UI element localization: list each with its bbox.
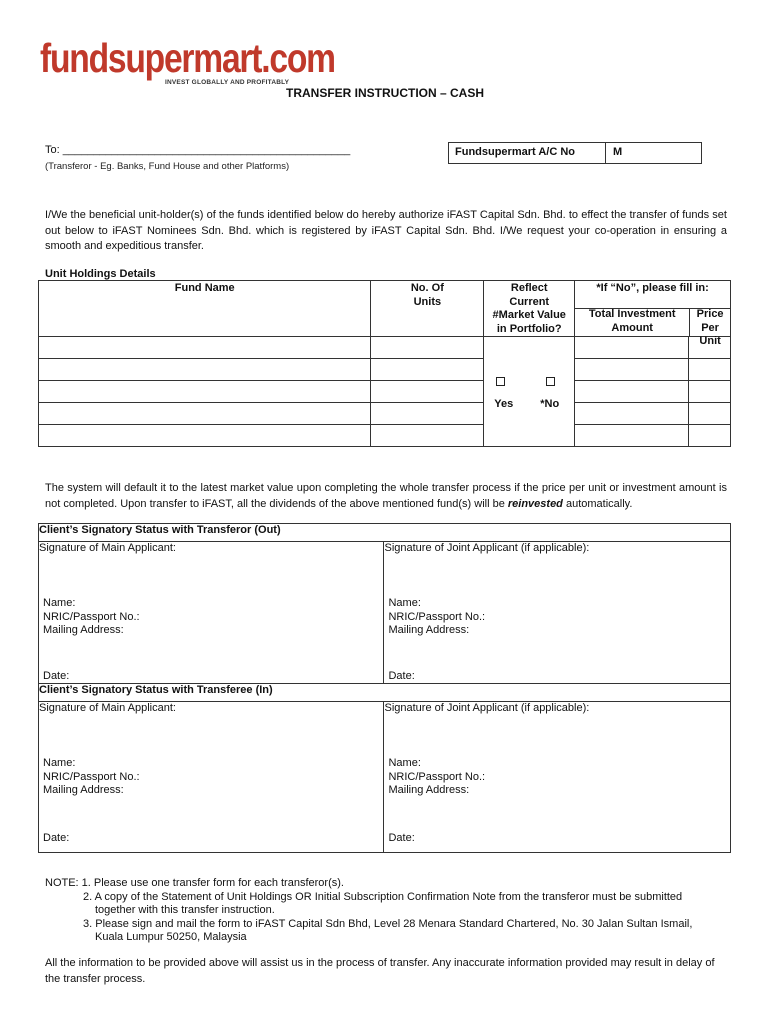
units-cell[interactable]: [371, 359, 484, 381]
nric-label: NRIC/Passport No.:: [388, 610, 486, 623]
fund-name-cell[interactable]: [39, 425, 371, 447]
price-per-unit-line2: Unit: [699, 335, 721, 347]
units-cell[interactable]: [371, 381, 484, 403]
account-divider: [605, 143, 606, 163]
default-note-part2: automatically.: [562, 497, 633, 510]
date-label: Date:: [388, 670, 415, 682]
signatory-table: [38, 523, 731, 853]
to-field[interactable]: To: _______________________________________________: [45, 144, 351, 156]
joint-signature-label: Signature of Joint Applicant (if applicable):: [384, 702, 590, 714]
units-header-line2: Units: [413, 295, 442, 308]
authorization-text: I/We the beneficial unit-holder(s) of the funds identified below do hereby authorize iFAST Capital Sdn. Bhd. to effect the transfer of funds set out below to iFAST Nominees Sdn. Bhd. which is registered by iFAST Capital Sdn. Bhd. I/We request your co-operation in ensuring a smooth and expeditious transfer.: [45, 209, 727, 252]
out-section-title: Client’s Signatory Status with Transferor (Out): [39, 524, 731, 542]
address-label: Mailing Address:: [388, 624, 470, 636]
nric-label: NRIC/Passport No.:: [388, 770, 486, 783]
name-label: Name:: [43, 597, 76, 609]
no-checkbox[interactable]: [546, 377, 555, 386]
note-1: NOTE: 1. Please use one transfer form for each transferor(s).: [45, 877, 344, 889]
units-cell[interactable]: [371, 403, 484, 425]
joint-signature-label: Signature of Joint Applicant (if applicable):: [384, 542, 590, 554]
logo-tagline: INVEST GLOBALLY AND PROFITABLY: [165, 79, 290, 86]
fund-name-cell[interactable]: [39, 337, 371, 359]
out-joint-applicant-cell[interactable]: [384, 542, 731, 684]
nric-label: NRIC/Passport No.:: [43, 610, 140, 623]
notes-section: [45, 877, 735, 945]
default-note-part1: The system will default it to the latest market value upon completing the whole transfer process if the price per unit or investment amount is not completed. Upon transfer to iFAST, all the dividends of the above mentioned fund(s) will be: [45, 482, 727, 510]
in-main-applicant-cell[interactable]: [39, 702, 384, 853]
unit-holdings-table: [38, 280, 731, 447]
in-section-title: Client’s Signatory Status with Transferee (In): [39, 684, 731, 702]
note-2-line1: 2. A copy of the Statement of Unit Holdings OR Initial Subscription Confirmation Note from the transferor must be submitted: [83, 890, 683, 903]
fund-name-cell[interactable]: [39, 403, 371, 425]
fund-name-header-text: Fund Name: [174, 282, 235, 294]
note-3-line2: Kuala Lumpur 50250, Malaysia: [95, 931, 247, 943]
out-main-applicant-cell[interactable]: [39, 542, 384, 684]
fund-name-header: [39, 281, 371, 337]
account-number-input[interactable]: M: [613, 146, 623, 158]
main-signature-label: Signature of Main Applicant:: [39, 702, 176, 714]
footer-text: All the information to be provided above will assist us in the process of transfer. Any inaccurate information provided may result in delay of the transfer process.: [45, 957, 715, 985]
reflect-header-line2: Current: [509, 295, 550, 308]
address-label: Mailing Address:: [43, 624, 124, 636]
address-label: Mailing Address:: [388, 784, 470, 796]
total-investment-cell[interactable]: [575, 337, 689, 359]
default-note-emphasis: reinvested: [507, 497, 563, 510]
address-label: Mailing Address:: [43, 784, 124, 796]
total-investment-cell[interactable]: [575, 425, 689, 447]
logo-word: fundsupermart.com: [40, 35, 335, 81]
reflect-choice-cell: [484, 337, 575, 447]
total-investment-line1: Total Investment: [588, 308, 676, 320]
fund-name-cell[interactable]: [39, 359, 371, 381]
units-cell[interactable]: [371, 425, 484, 447]
reflect-header-line4: in Portfolio?: [496, 322, 562, 335]
note-3-line1: 3. Please sign and mail the form to iFAST Capital Sdn Bhd, Level 28 Menara Standard Chartered, No. 30 Jalan Sultan Ismail,: [83, 917, 693, 930]
in-joint-applicant-cell[interactable]: [384, 702, 731, 853]
main-signature-label: Signature of Main Applicant:: [39, 542, 176, 554]
name-label: Name:: [388, 597, 421, 609]
yes-label: Yes: [494, 398, 514, 410]
unit-holdings-title: Unit Holdings Details: [45, 268, 156, 280]
account-number-box: [448, 142, 702, 164]
default-value-note: [45, 481, 727, 512]
price-per-unit-cell[interactable]: [689, 381, 731, 403]
to-field-note: (Transferor - Eg. Banks, Fund House and other Platforms): [45, 161, 290, 172]
date-label: Date:: [43, 832, 70, 844]
no-label: *No: [540, 398, 560, 410]
if-no-header-text: *If “No”, please fill in:: [575, 281, 730, 309]
price-per-unit-cell[interactable]: [689, 425, 731, 447]
price-per-unit-line1: Price Per: [696, 308, 724, 334]
name-label: Name:: [388, 757, 421, 769]
reflect-header-line3: #Market Value: [492, 309, 566, 321]
total-investment-cell[interactable]: [575, 403, 689, 425]
yes-checkbox[interactable]: [496, 377, 505, 386]
price-per-unit-cell[interactable]: [689, 359, 731, 381]
date-label: Date:: [388, 832, 415, 844]
page-title: TRANSFER INSTRUCTION – CASH: [285, 86, 484, 100]
note-2-line2: together with this transfer instruction.: [95, 904, 275, 916]
account-number-label: Fundsupermart A/C No: [455, 146, 575, 158]
total-investment-header: [575, 308, 690, 336]
price-per-unit-cell[interactable]: [689, 403, 731, 425]
price-per-unit-header: [690, 308, 730, 347]
units-header-line1: No. Of: [410, 282, 444, 294]
date-label: Date:: [43, 670, 70, 682]
reflect-header: [484, 281, 575, 337]
total-investment-cell[interactable]: [575, 381, 689, 403]
reflect-header-line1: Reflect: [510, 282, 548, 294]
if-no-header: [575, 281, 731, 347]
total-investment-cell[interactable]: [575, 359, 689, 381]
units-header: [371, 281, 484, 337]
name-label: Name:: [43, 757, 76, 769]
fund-name-cell[interactable]: [39, 381, 371, 403]
nric-label: NRIC/Passport No.:: [43, 770, 140, 783]
total-investment-line2: Amount: [611, 321, 653, 334]
units-cell[interactable]: [371, 337, 484, 359]
